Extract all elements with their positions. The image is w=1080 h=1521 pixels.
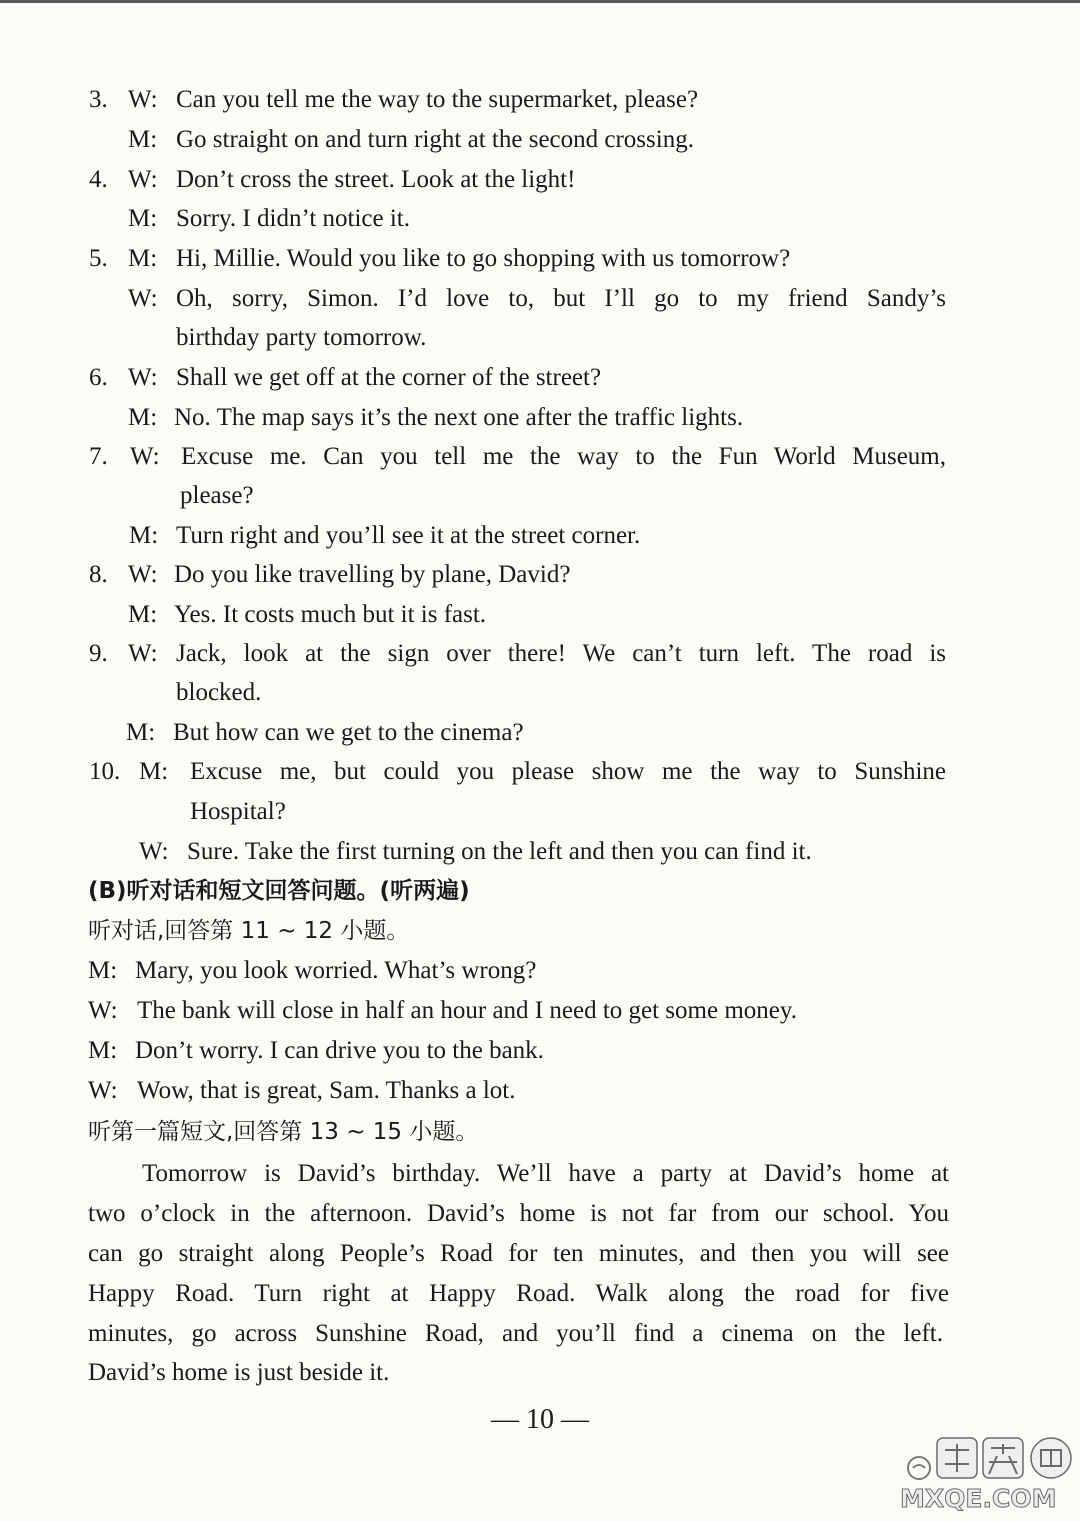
section-heading: (B)听对话和短文回答问题。(听两遍) [88,878,470,904]
speaker-label: W: [128,561,158,588]
speaker-label: M: [88,957,118,984]
speaker-label: W: [139,838,169,865]
item-number: 4. [89,166,108,193]
speaker-label: M: [128,601,158,628]
dialogue-text-continuation: blocked. [176,679,262,706]
dialogue-text: But how can we get to the cinema? [173,719,524,746]
dialogue-text-continuation: please? [180,482,254,509]
item-number: 9. [89,640,108,667]
dialogue-text: No. The map says it’s the next one after the traffic lights. [174,404,744,431]
speaker-label: M: [128,126,158,153]
speaker-label: W: [128,86,158,113]
dialogue-text: Jack, look at the sign over there! We can’t turn left. The road is [176,640,946,667]
dialogue-text: Do you like travelling by plane, David? [174,561,571,588]
dialogue-text: Sorry. I didn’t notice it. [176,205,410,232]
dialogue-text: Go straight on and turn right at the second crossing. [176,126,694,153]
speaker-label: W: [130,443,160,470]
item-number: 8. [89,561,108,588]
dialogue-text: Mary, you look worried. What’s wrong? [135,957,537,984]
dialogue-text: Wow, that is great, Sam. Thanks a lot. [137,1077,516,1104]
dialogue-text: Sure. Take the first turning on the left and then you can find it. [187,838,812,865]
item-number: 7. [89,443,108,470]
speaker-label: W: [88,997,118,1024]
section-instruction: 听对话,回答第 11 ~ 12 小题。 [88,918,410,944]
speaker-label: M: [128,205,158,232]
speaker-label: M: [129,522,159,549]
item-number: 10. [89,758,121,785]
dialogue-text: Don’t cross the street. Look at the light! [176,166,576,193]
speaker-label: W: [128,285,158,312]
item-number: 3. [89,86,108,113]
speaker-label: M: [128,245,158,272]
dialogue-text: Turn right and you’ll see it at the street corner. [176,522,641,549]
item-number: 5. [89,245,108,272]
item-number: 6. [89,364,108,391]
speaker-label: M: [139,758,169,785]
dialogue-text: The bank will close in half an hour and I need to get some money. [137,997,797,1024]
watermark [870,1428,1075,1518]
page-number: — 10 — [491,1404,589,1435]
speaker-label: W: [88,1077,118,1104]
speaker-label: W: [128,640,158,667]
passage-line: David’s home is just beside it. [88,1359,390,1386]
passage-line: Tomorrow is David’s birthday. We’ll have a party at David’s home at [142,1160,949,1187]
dialogue-text-continuation: Hospital? [190,798,286,825]
dialogue-text: Yes. It costs much but it is fast. [174,601,487,628]
watermark-url: MXQE.COM [900,1484,1057,1513]
passage-line: can go straight along People’s Road for ten minutes, and then you will see [88,1240,949,1267]
speaker-label: W: [128,166,158,193]
speaker-label: W: [128,364,158,391]
dialogue-text: Excuse me, but could you please show me the way to Sunshine [190,758,946,785]
dialogue-text: Oh, sorry, Simon. I’d love to, but I’ll go to my friend Sandy’s [176,285,946,312]
speaker-label: M: [126,719,156,746]
dialogue-text: Don’t worry. I can drive you to the bank. [135,1037,544,1064]
speaker-label: M: [128,404,158,431]
dialogue-text-continuation: birthday party tomorrow. [176,324,427,351]
watermark-logo [905,1428,1075,1488]
dialogue-text: Shall we get off at the corner of the street? [176,364,602,391]
passage-line: Happy Road. Turn right at Happy Road. Walk along the road for five [88,1280,949,1307]
section-instruction: 听第一篇短文,回答第 13 ~ 15 小题。 [88,1119,479,1145]
dialogue-text: Excuse me. Can you tell me the way to the Fun World Museum, [181,443,946,470]
dialogue-text: Hi, Millie. Would you like to go shopping with us tomorrow? [176,245,791,272]
passage-line: minutes, go across Sunshine Road, and you’ll find a cinema on the left. [88,1320,943,1347]
dialogue-text: Can you tell me the way to the supermarket, please? [176,86,699,113]
speaker-label: M: [88,1037,118,1064]
passage-line: two o’clock in the afternoon. David’s home is not far from our school. You [88,1200,949,1227]
